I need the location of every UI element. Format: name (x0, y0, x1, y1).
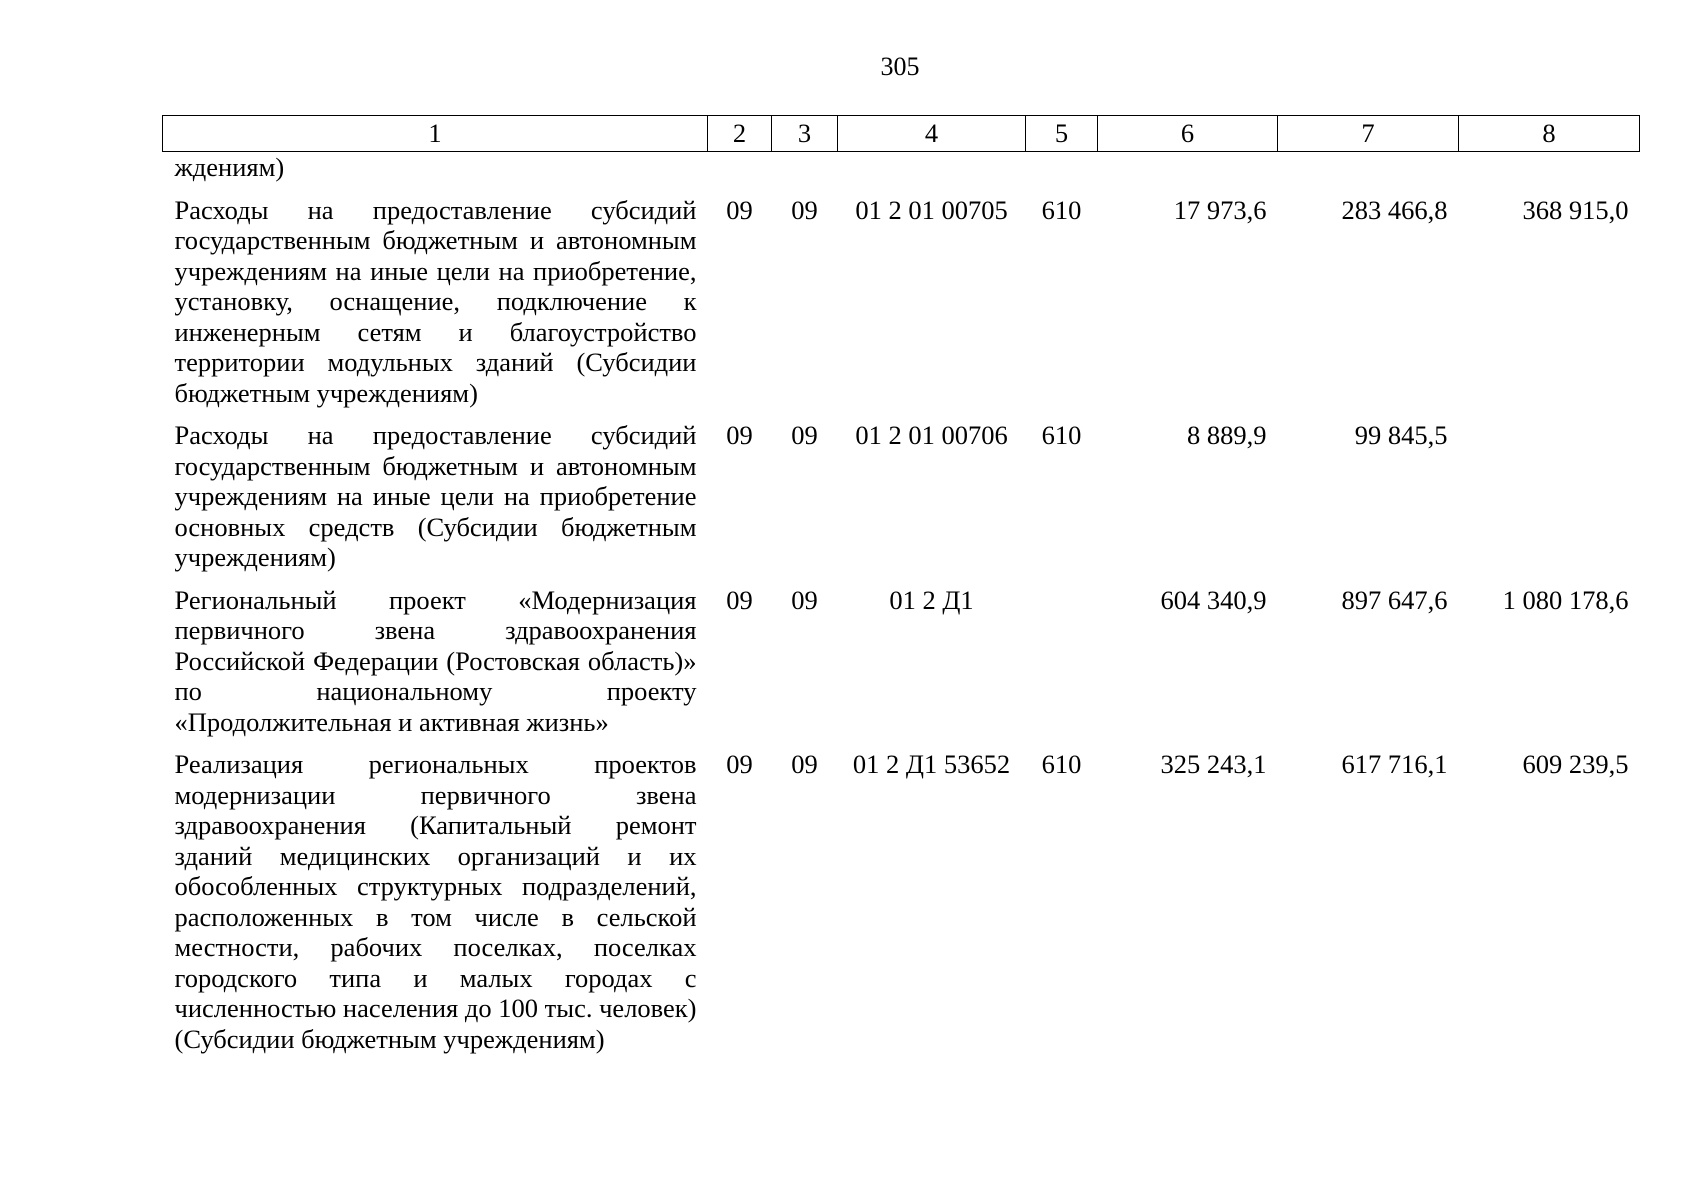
row-csr: 01 2 Д1 (889, 584, 974, 615)
header-col-5: 5 (1026, 116, 1098, 152)
row-name: Реализация региональных проектов модернизации первичного звена здравоохранения (Капитальный ремонт зданий медицинских организаций и их обособленных структурных подразделений, расположенных в том числе в сельской местности, рабочих поселках, поселках городского типа и малых городах с численностью населения до 100 тыс. человек) (Субсидии бюджетным учреждениям) (174, 749, 697, 1054)
table-row (163, 183, 1640, 409)
row-value-6: 8 889,9 (1187, 420, 1267, 450)
row-pr: 09 (791, 749, 818, 779)
table-body (163, 152, 1640, 1055)
header-col-1: 1 (163, 116, 708, 152)
header-row (163, 116, 1640, 152)
row-value-6: 325 243,1 (1160, 749, 1267, 779)
row-name: Региональный проект «Модернизация первичного звена здравоохранения Российской Федерации (Ростовская область)» по национальному проекту «Продолжительная и активная жизнь» (174, 584, 697, 737)
row-name: Расходы на предоставление субсидий государственным бюджетным и автономным учреждениям на иные цели на приобретение основных средств (Субсидии бюджетным учреждениям) (174, 420, 697, 572)
budget-table (162, 115, 1640, 1054)
row-value-8: 609 239,5 (1522, 749, 1629, 779)
row-value-7: 99 845,5 (1354, 420, 1448, 450)
row-csr: 01 2 01 00705 (855, 194, 1008, 225)
header-col-7: 7 (1278, 116, 1459, 152)
row-csr: 01 2 01 00706 (855, 420, 1008, 450)
row-rz: 09 (726, 420, 753, 450)
continuation-text: ждениям) (174, 152, 285, 182)
row-csr: 01 2 Д1 53652 (852, 749, 1011, 779)
header-col-4: 4 (838, 116, 1026, 152)
row-value-7: 897 647,6 (1341, 584, 1448, 615)
row-rz: 09 (726, 749, 753, 779)
header-col-3: 3 (772, 116, 838, 152)
table-header (163, 116, 1640, 152)
row-value-7: 617 716,1 (1341, 749, 1448, 779)
continuation-row (163, 152, 1640, 183)
row-vr (1026, 573, 1098, 738)
row-value-8 (1459, 408, 1640, 573)
row-value-8: 368 915,0 (1522, 194, 1629, 225)
header-col-6: 6 (1098, 116, 1278, 152)
table-row (163, 408, 1640, 573)
row-pr: 09 (791, 584, 818, 615)
row-value-6: 17 973,6 (1173, 194, 1267, 225)
table-row (163, 737, 1640, 1054)
page-number: 305 (880, 52, 920, 81)
row-vr: 610 (1041, 194, 1082, 225)
row-rz: 09 (726, 194, 753, 225)
row-pr: 09 (791, 420, 818, 450)
row-rz: 09 (726, 584, 753, 615)
header-col-8: 8 (1459, 116, 1640, 152)
table-row (163, 573, 1640, 738)
header-col-2: 2 (708, 116, 772, 152)
row-pr: 09 (791, 194, 818, 225)
row-vr: 610 (1041, 749, 1082, 779)
row-name: Расходы на предоставление субсидий государственным бюджетным и автономным учреждениям на иные цели на приобретение, установку, оснащение, подключение к инженерным сетям и благоустройство территории модульных зданий (Субсидии бюджетным учреждениям) (174, 194, 697, 408)
row-value-8: 1 080 178,6 (1502, 584, 1629, 615)
row-vr: 610 (1041, 420, 1082, 450)
row-value-7: 283 466,8 (1341, 194, 1448, 225)
row-value-6: 604 340,9 (1160, 584, 1267, 615)
